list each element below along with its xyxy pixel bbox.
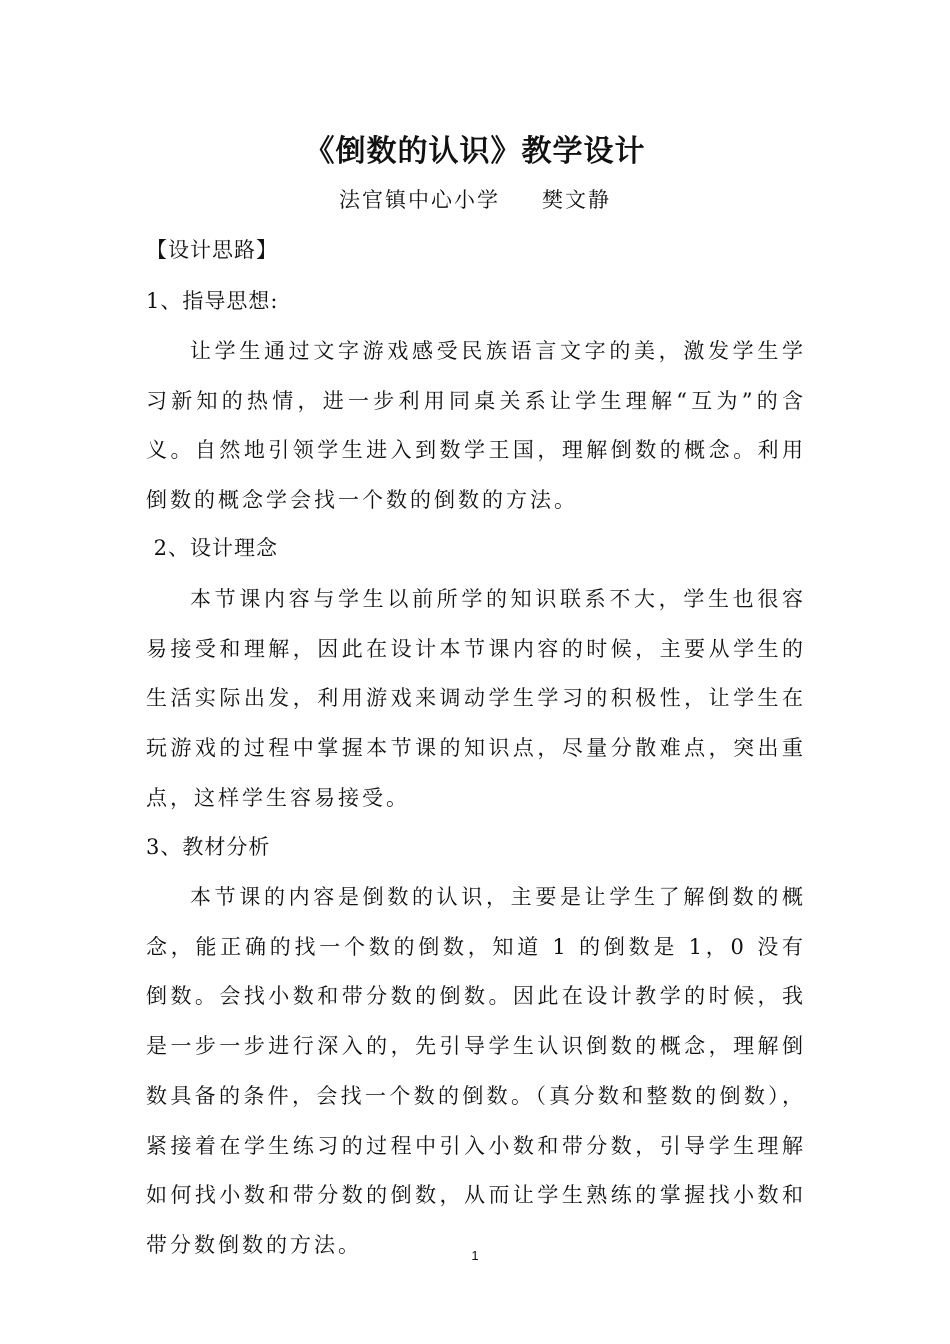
author-name: 樊文静 bbox=[542, 188, 611, 212]
section-heading: 【设计思路】 bbox=[146, 238, 278, 262]
paragraph-guiding-ideology: 让学生通过文字游戏感受民族语言文字的美，激发学生学习新知的热情，进一步利用同桌关系让学生理解“互为”的含义。自然地引领学生进入到数学王国，理解倒数的概念。利用倒数的概念学会找一个数的倒数的方法。 bbox=[146, 339, 806, 513]
part-heading-textbook-analysis: 3、教材分析 bbox=[146, 835, 271, 859]
page-number: 1 bbox=[471, 1248, 479, 1263]
paragraph-textbook-analysis: 本节课的内容是倒数的认识，主要是让学生了解倒数的概念，能正确的找一个数的倒数，知道 1 的倒数是 1，0 没有倒数。会找小数和带分数的倒数。因此在设计教学的时候，我是一步一步进行深入的，先引导学生认识倒数的概念，理解倒数具备的条件，会找一个数的倒数。（真分数和整数的倒数），紧接着在学生练习的过程中引入小数和带分数，引导学生理解如何找小数和带分数的倒数，从而让学生熟练的掌握找小数和带分数倒数的方法。 bbox=[146, 885, 806, 1257]
part-heading-guiding-ideology: 1、指导思想: bbox=[146, 289, 279, 313]
author-line bbox=[0, 184, 950, 216]
part-heading-design-concept: 2、设计理念 bbox=[146, 536, 279, 560]
document-title: 《倒数的认识》教学设计 bbox=[304, 134, 646, 169]
school-name: 法官镇中心小学 bbox=[339, 188, 500, 212]
paragraph-design-concept: 本节课内容与学生以前所学的知识联系不大，学生也很容易接受和理解，因此在设计本节课内容的时候，主要从学生的生活实际出发，利用游戏来调动学生学习的积极性，让学生在玩游戏的过程中掌握本节课的知识点，尽量分散难点，突出重点，这样学生容易接受。 bbox=[146, 587, 806, 810]
